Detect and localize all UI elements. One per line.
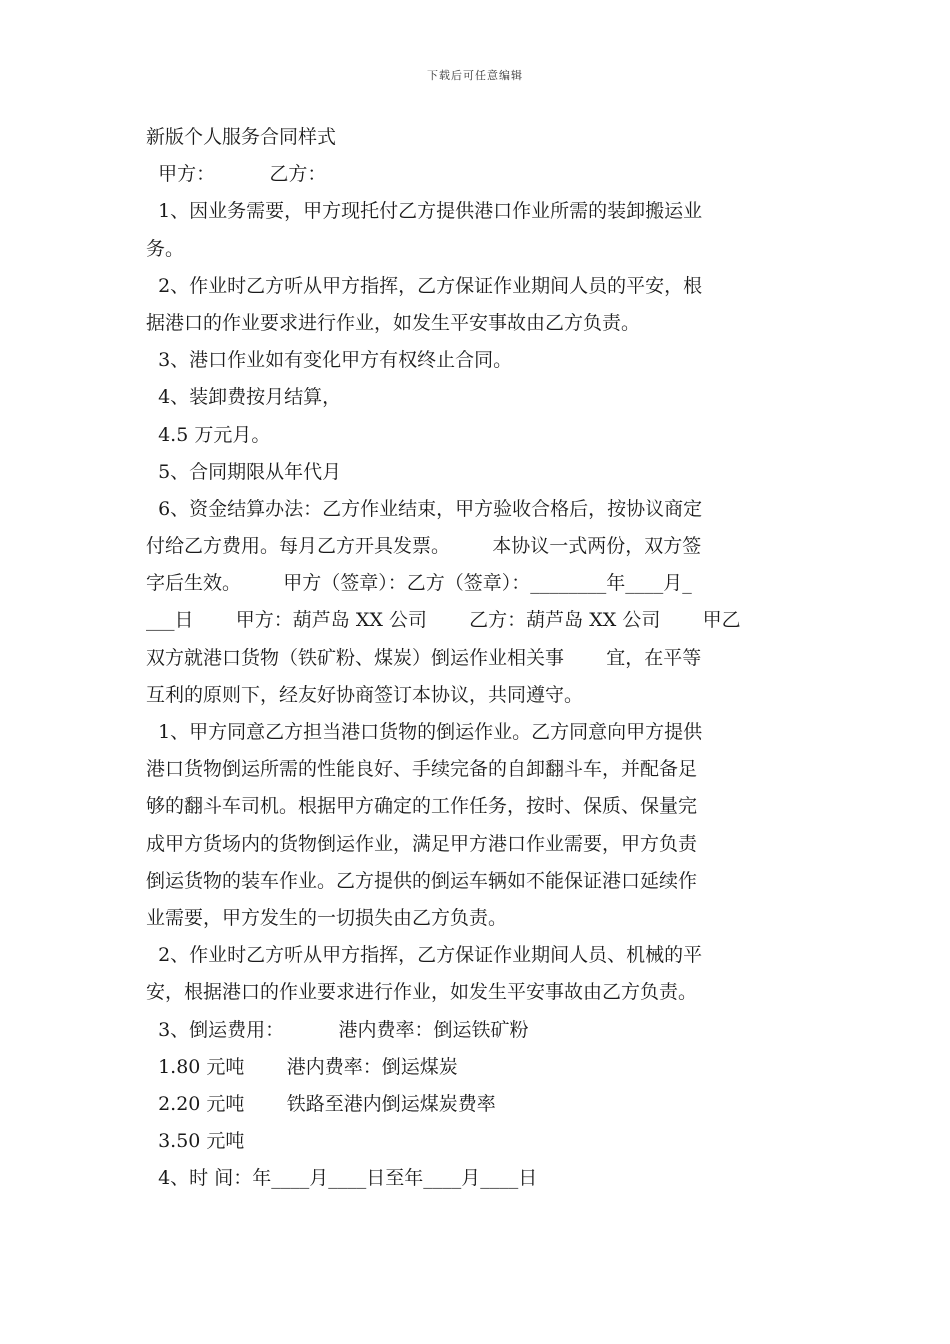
paragraph-line: 4.5 万元月。: [146, 423, 271, 446]
paragraph-line: 港口货物倒运所需的性能良好、手续完备的自卸翻斗车，并配备足: [146, 758, 698, 781]
signature-line: ___日 甲方：葫芦岛 XX 公司 乙方：葫芦岛 XX 公司 甲乙: [146, 609, 741, 632]
paragraph-line: 付给乙方费用。每月乙方开具发票。 本协议一式两份，双方签: [146, 535, 702, 558]
fee-line: 3、倒运费用： 港内费率：倒运铁矿粉: [146, 1018, 529, 1041]
paragraph-line: 成甲方货场内的货物倒运作业，满足甲方港口作业需要，甲方负责: [146, 832, 698, 855]
paragraph-line: 倒运货物的装车作业。乙方提供的倒运车辆如不能保证港口延续作: [146, 869, 698, 892]
paragraph-line: 3、港口作业如有变化甲方有权终止合同。: [146, 349, 513, 372]
doc-title: 新版个人服务合同样式: [146, 126, 337, 148]
header-note: 下载后可任意编辑: [427, 69, 523, 82]
paragraph-line: 1、因业务需要，甲方现托付乙方提供港口作业所需的装卸搬运业: [146, 200, 703, 223]
paragraph-line: 务。: [146, 237, 185, 260]
fee-line: 2.20 元吨 铁路至港内倒运煤炭费率: [146, 1092, 496, 1115]
paragraph-line: 1、甲方同意乙方担当港口货物的倒运作业。乙方同意向甲方提供: [146, 721, 703, 743]
paragraph-line: 5、合同期限从年代月: [146, 460, 342, 483]
paragraph-line: 4、装卸费按月结算，: [146, 386, 342, 409]
paragraph-line: 双方就港口货物（铁矿粉、煤炭）倒运作业相关事 宜，在平等: [146, 646, 702, 669]
parties-line: 甲方： 乙方：: [146, 163, 327, 186]
signature-line: 字后生效。 甲方（签章）：乙方（签章）：________年____月_: [146, 572, 692, 595]
fee-line: 1.80 元吨 港内费率：倒运煤炭: [146, 1055, 458, 1078]
paragraph-line: 2、作业时乙方听从甲方指挥，乙方保证作业期间人员、机械的平: [146, 944, 703, 967]
paragraph-line: 据港口的作业要求进行作业，如发生平安事故由乙方负责。: [146, 311, 641, 334]
paragraph-line: 安，根据港口的作业要求进行作业，如发生平安事故由乙方负责。: [146, 981, 698, 1004]
fee-line: 3.50 元吨: [146, 1130, 245, 1153]
paragraph-line: 互利的原则下，经友好协商签订本协议，共同遵守。: [146, 683, 584, 706]
paragraph-line: 业需要，甲方发生的一切损失由乙方负责。: [146, 906, 508, 929]
document-body: [146, 119, 811, 1197]
paragraph-line: 2、作业时乙方听从甲方指挥，乙方保证作业期间人员的平安，根: [146, 274, 703, 297]
paragraph-line: 够的翻斗车司机。根据甲方确定的工作任务，按时、保质、保量完: [146, 795, 698, 818]
term-line: 4、时 间：年____月____日至年____月____日: [146, 1167, 538, 1190]
paragraph-line: 6、资金结算办法：乙方作业结束，甲方验收合格后，按协议商定: [146, 497, 703, 520]
